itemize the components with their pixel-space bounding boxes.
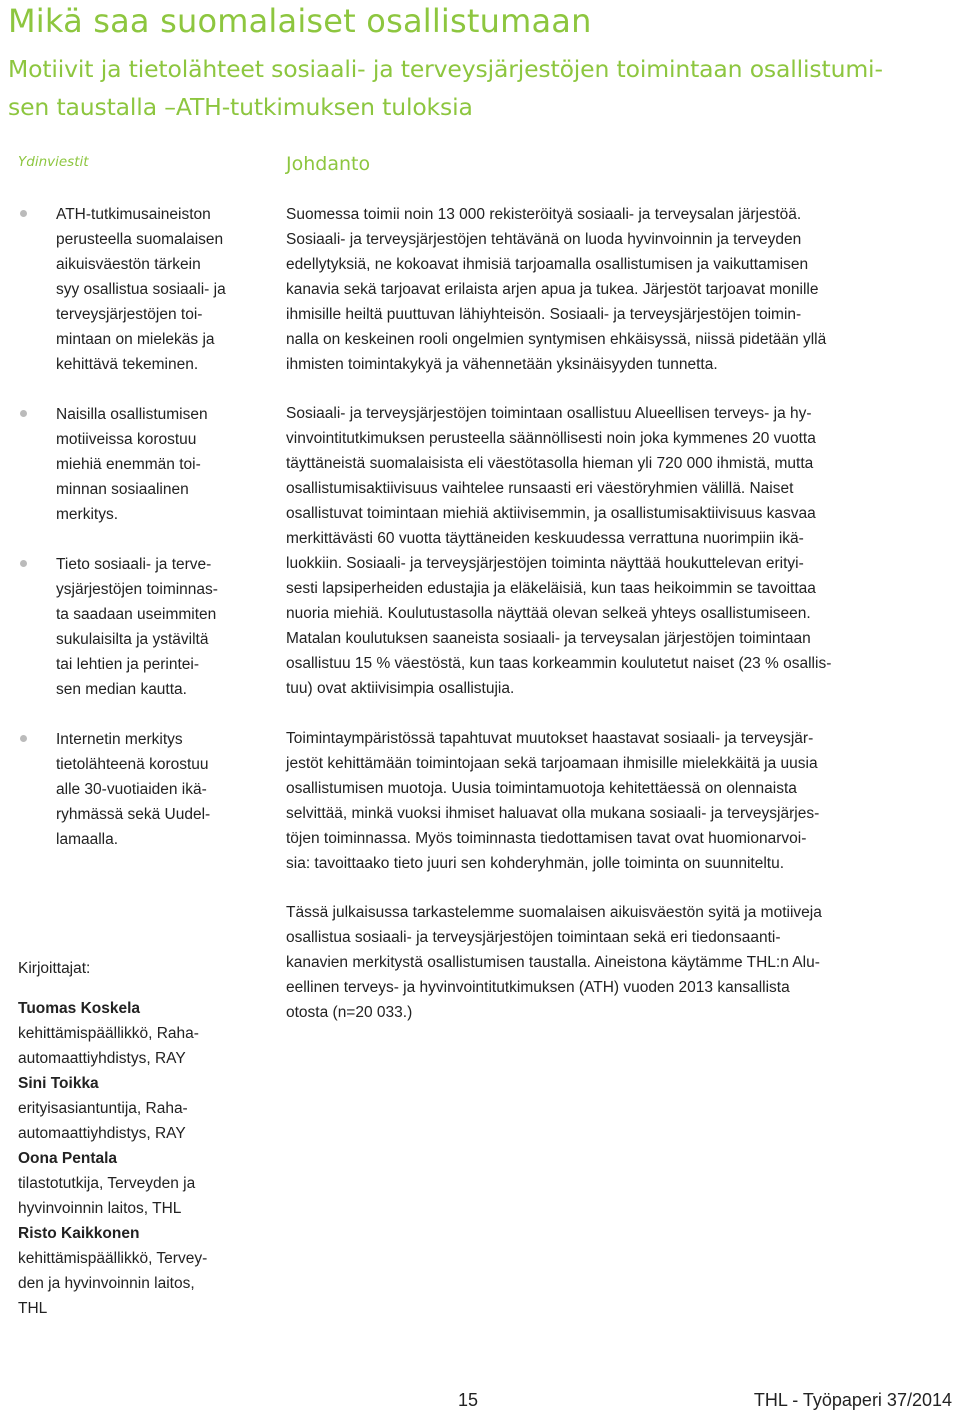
paragraph-line: Toimintaympäristössä tapahtuvat muutokset haastavat sosiaali- ja terveysjär- (286, 730, 814, 747)
section-heading: Johdanto (286, 153, 371, 175)
page-number: 15 (458, 1390, 479, 1410)
author-role-line: hyvinvoinnin laitos, THL (18, 1200, 182, 1217)
paragraph-scope (286, 900, 946, 1025)
author-role-line: automaattiyhdistys, RAY (18, 1050, 186, 1067)
paragraph-line: osallistumisaktiivisuus vaihtelee runsaasti eri väestöryhmien välillä. Naiset (286, 480, 794, 497)
paragraph-line: Sosiaali- ja terveysjärjestöjen toimintaan osallistuu Alueellisen terveys- ja hy- (286, 405, 812, 422)
key-message-line: sukulaisilta ja ystäviltä (56, 631, 209, 648)
paragraph-line: Sosiaali- ja terveysjärjestöjen tehtävänä on luoda hyvinvoinnin ja terveyden (286, 231, 802, 248)
key-message-line: ryhmässä sekä Uudel- (56, 806, 211, 823)
key-message-line: ta saadaan useimmiten (56, 606, 217, 623)
key-message-line: syy osallistua sosiaali- ja (56, 281, 226, 298)
key-message-line: Tieto sosiaali- ja terve- (56, 556, 212, 573)
paragraph-participation (286, 401, 946, 701)
author-name: Sini Toikka (18, 1075, 99, 1092)
paragraph-line: täyttäneistä suomalaisista eli väestötasolla hieman yli 720 000 ihmistä, mutta (286, 455, 814, 472)
paragraph-line: Tässä julkaisussa tarkastelemme suomalaisen aikuisväestön syitä ja motiiveja (286, 904, 822, 921)
key-message-item (18, 402, 263, 527)
key-message-line: kehittävä tekeminen. (56, 356, 199, 373)
page-title: Mikä saa suomalaiset osallistumaan (8, 2, 592, 40)
author-role-line: erityisasiantuntija, Raha- (18, 1100, 188, 1117)
paragraph-line: edellytyksiä, ne kokoavat ihmisiä tarjoamalla osallistumisen ja vaikuttamisen (286, 256, 809, 273)
key-message-item (18, 552, 263, 702)
author-role-line: kehittämispäällikkö, Tervey- (18, 1250, 208, 1267)
key-message-line: ysjärjestöjen toiminnas- (56, 581, 218, 598)
author-name: Oona Pentala (18, 1150, 118, 1167)
paragraph-line: sesti lapsiperheiden edustajia ja eläkeläisiä, kun taas heikoimmin se tavoittaa (286, 580, 816, 597)
paragraph-line: nalla on keskeinen rooli ongelmien syntymisen ehkäisyssä, niissä pidetään yllä (286, 331, 827, 348)
paragraph-line: sia: tavoittaako tieto juuri sen kohderyhmän, jolle toiminta on suunniteltu. (286, 855, 785, 872)
paragraph-line: tuu) ovat aktiivisimpia osallistujia. (286, 680, 515, 697)
paragraph-line: kanavien merkitystä osallistumisen taustalla. Aineistona käytämme THL:n Alu- (286, 954, 820, 971)
author-role-line: den ja hyvinvoinnin laitos, (18, 1275, 195, 1292)
key-message-line: ATH-tutkimusaineiston (56, 206, 211, 223)
author-role-line: automaattiyhdistys, RAY (18, 1125, 186, 1142)
author-role-line: tilastotutkija, Terveyden ja (18, 1175, 196, 1192)
paragraph-line: selvittää, minkä vuoksi ihmiset haluavat olla mukana sosiaali- ja terveysjärjes- (286, 805, 820, 822)
paragraph-line: osallistua sosiaali- ja terveysjärjestöjen toimintaan sekä eri tiedonsaanti- (286, 929, 781, 946)
key-message-line: minnan sosiaalinen (56, 481, 189, 498)
key-message-line: alle 30-vuotiaiden ikä- (56, 781, 207, 798)
paragraph-intro (286, 202, 946, 377)
author-role-line: THL (18, 1300, 48, 1317)
paragraph-line: ihmisille heiltä puuttuvan lähiyhteisön. Sosiaali- ja terveysjärjestöjen toimin- (286, 306, 802, 323)
key-message-line: motiiveissa korostuu (56, 431, 197, 448)
page-subtitle (8, 50, 958, 126)
subtitle-line: sen taustalla –ATH-tutkimuksen tuloksia (8, 93, 473, 121)
subtitle-line: Motiivit ja tietolähteet sosiaali- ja terveysjärjestöjen toimintaan osallistumi- (8, 55, 883, 83)
key-message-line: Naisilla osallistumisen (56, 406, 208, 423)
key-message-item (18, 202, 263, 377)
key-message-line: aikuisväestön tärkein (56, 256, 201, 273)
key-message-item (18, 727, 263, 852)
paragraph-line: töjen toiminnassa. Myös toiminnasta tiedottamisen tavat ovat huomionarvoi- (286, 830, 807, 847)
paragraph-line: vinvointitutkimuksen perusteella säännöllisesti noin joka kymmenes 20 vuotta (286, 430, 816, 447)
authors-block (18, 956, 263, 1321)
authors-label: Kirjoittajat: (18, 960, 91, 977)
key-message-line: tietolähteenä korostuu (56, 756, 209, 773)
key-messages-list (18, 202, 263, 852)
paragraph-line: kanavia sekä tarjoavat erilaista arjen apua ja tukea. Järjestöt tarjoavat monille (286, 281, 819, 298)
paragraph-line: osallistuu 15 % väestöstä, kun taas korkeammin koulutetut naiset (23 % osallis- (286, 655, 832, 672)
key-messages-heading: Ydinviestit (18, 154, 89, 170)
main-column (286, 150, 946, 1021)
paragraph-line: merkittävästi 60 vuotta täyttäneiden keskuudessa verrattuna nuorimpiin ikä- (286, 530, 804, 547)
publication-series: THL - Työpaperi 37/2014 (753, 1390, 952, 1410)
key-message-line: miehiä enemmän toi- (56, 456, 201, 473)
key-message-line: terveysjärjestöjen toi- (56, 306, 203, 323)
key-message-line: merkitys. (56, 506, 118, 523)
paragraph-line: ihmisten toimintakykyä ja vähennetään yksinäisyyden tunnetta. (286, 356, 718, 373)
author-name: Tuomas Koskela (18, 1000, 141, 1017)
bullet-dot-icon (20, 560, 27, 567)
key-messages-sidebar (18, 150, 263, 1317)
key-message-line: sen median kautta. (56, 681, 187, 698)
paragraph-line: eellinen terveys- ja hyvinvointitutkimuksen (ATH) vuoden 2013 kansallista (286, 979, 790, 996)
paragraph-line: luokkiin. Sosiaali- ja terveysjärjestöjen toiminta näyttää houkuttelevan erityi- (286, 555, 804, 572)
paragraph-line: osallistuvat toimintaan miehiä aktiivisemmin, ja osallistumisaktiivisuus kasvaa (286, 505, 816, 522)
paragraph-line: Suomessa toimii noin 13 000 rekisteröityä sosiaali- ja terveysalan järjestöä. (286, 206, 802, 223)
key-message-line: lamaalla. (56, 831, 119, 848)
paragraph-line: Matalan koulutuksen saaneista sosiaali- ja terveysalan järjestöjen toimintaan (286, 630, 811, 647)
bullet-dot-icon (20, 410, 27, 417)
bullet-dot-icon (20, 210, 27, 217)
bullet-dot-icon (20, 735, 27, 742)
key-message-line: Internetin merkitys (56, 731, 183, 748)
paragraph-line: osallistumisen muotoja. Uusia toimintamuotoja kehitettäessä on olennaista (286, 780, 797, 797)
author-name: Risto Kaikkonen (18, 1225, 140, 1242)
key-message-line: perusteella suomalaisen (56, 231, 224, 248)
paragraph-line: otosta (n=20 033.) (286, 1004, 413, 1021)
author-role-line: kehittämispäällikkö, Raha- (18, 1025, 199, 1042)
paragraph-line: nuoria miehiä. Koulutustasolla näyttää olevan selkeä yhteys osallistumiseen. (286, 605, 811, 622)
paragraph-line: jestöt kehittämään toimintojaan sekä tarjoamaan ihmisille mielekkäitä ja uusia (286, 755, 818, 772)
authors-list (18, 996, 263, 1321)
key-message-line: mintaan on mielekäs ja (56, 331, 215, 348)
paragraph-environment (286, 726, 946, 876)
key-message-line: tai lehtien ja perintei- (56, 656, 200, 673)
